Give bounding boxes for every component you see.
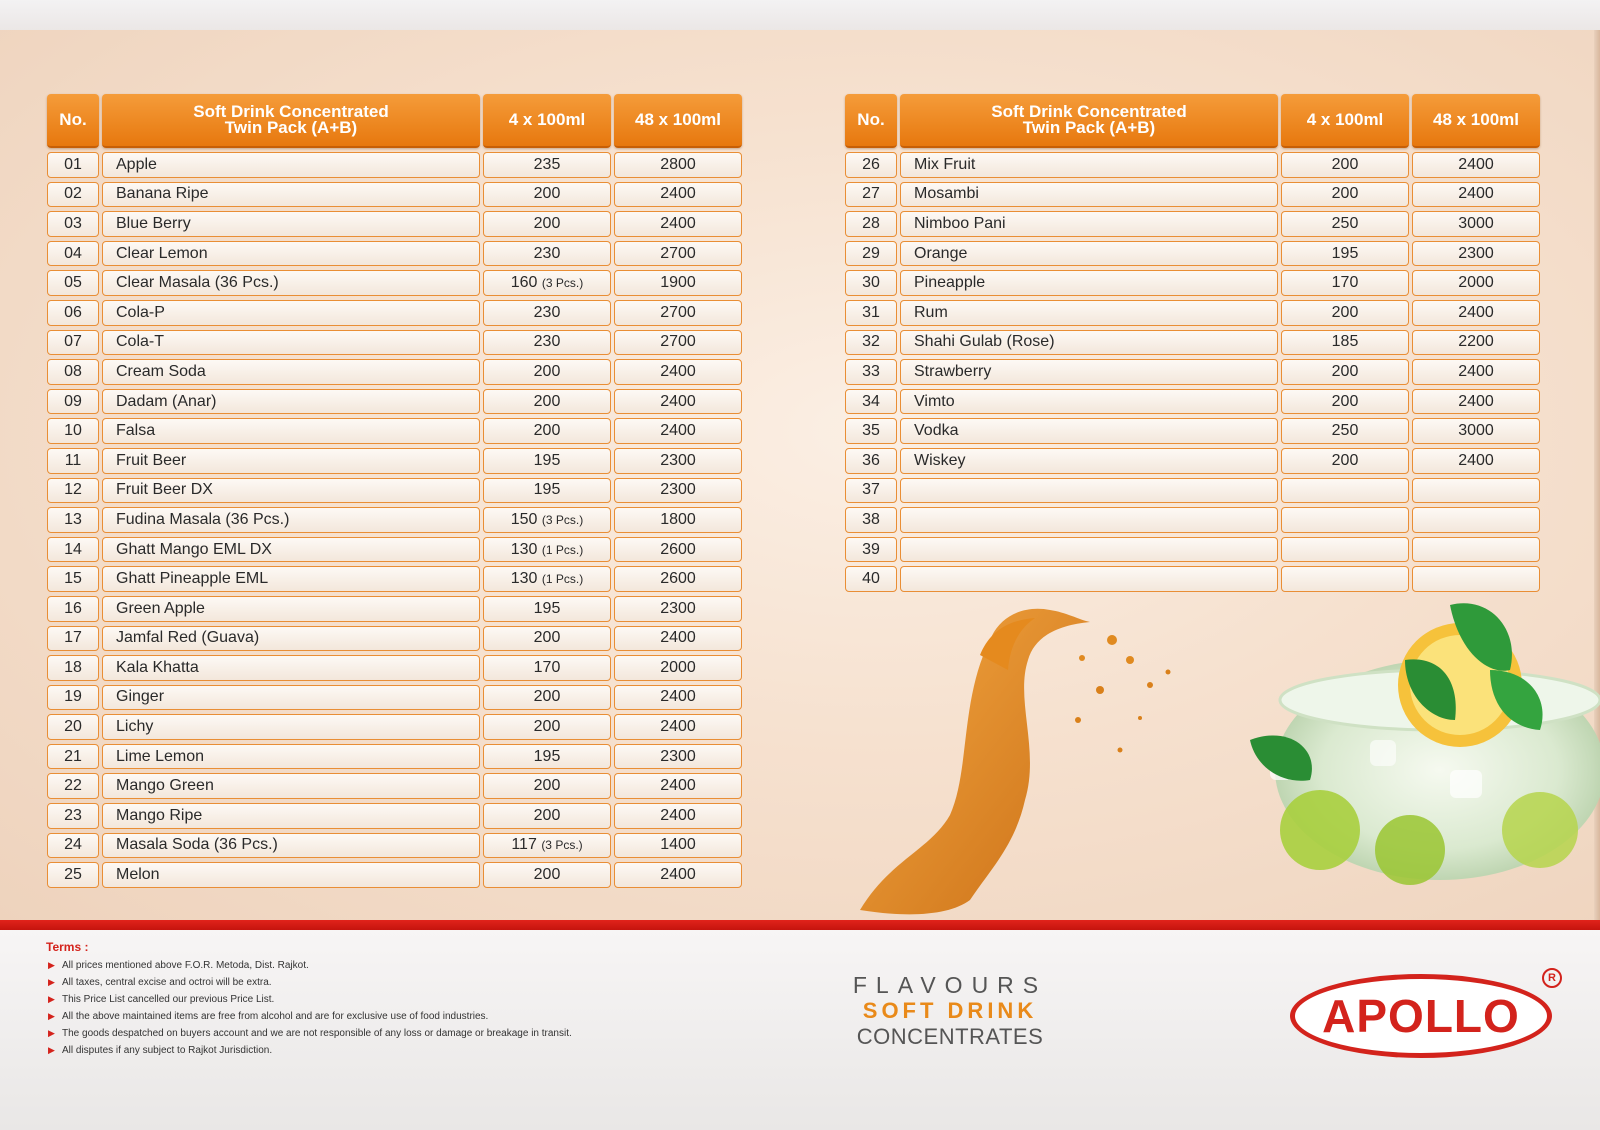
cell-product-name: Orange [900,241,1278,267]
cell-price-48x100ml: 2400 [614,389,742,415]
cell-price-4x100ml [483,596,611,622]
tagline-soft-drink: SOFT DRINK [862,998,1038,1023]
triangle-bullet-icon: ▶ [48,1045,55,1055]
cell-price-48x100ml: 2400 [1412,389,1540,415]
cell-price-4x100ml [483,418,611,444]
terms-list [46,957,686,1059]
header-48x100ml: 48 x 100ml [1412,94,1540,148]
table-row [47,359,742,385]
table-row [47,300,742,326]
cell-price-4x100ml [483,389,611,415]
logo-text: APOLLO [1322,990,1520,1042]
cell-price-48x100ml: 2400 [614,211,742,237]
price-value: 200 [533,185,561,203]
price-value: 200 [533,392,561,410]
cell-product-name: Rum [900,300,1278,326]
cell-price-48x100ml: 2300 [614,448,742,474]
table-row [47,833,742,859]
cell-product-name [900,478,1278,504]
cell-product-name [900,566,1278,592]
cell-no: 12 [47,478,99,504]
triangle-bullet-icon: ▶ [48,960,55,970]
cell-price-48x100ml: 2400 [614,773,742,799]
terms-item-text: All taxes, central excise and octroi will be extra. [62,977,272,988]
registered-mark-icon: R [1542,968,1562,988]
price-value: 195 [533,599,561,617]
table-row [47,418,742,444]
cell-price-48x100ml: 2400 [1412,152,1540,178]
cell-price-4x100ml [483,862,611,888]
cell-product-name: Mango Green [102,773,480,799]
cell-product-name: Dadam (Anar) [102,389,480,415]
cell-price-4x100ml [483,448,611,474]
cell-no: 04 [47,241,99,267]
terms-item-text: This Price List cancelled our previous Price List. [62,994,275,1005]
terms-item-text: All disputes if any subject to Rajkot Jurisdiction. [62,1045,273,1056]
cell-price-48x100ml: 2800 [614,152,742,178]
cell-product-name: Shahi Gulab (Rose) [900,330,1278,356]
price-value: 200 [1331,451,1359,469]
cell-price-4x100ml [1281,478,1409,504]
cell-price-48x100ml: 2600 [614,566,742,592]
terms-section [46,940,686,1059]
price-value: 200 [1331,362,1359,380]
table-row [845,270,1540,296]
header-product-line1: Soft Drink Concentrated [991,102,1187,121]
cell-price-4x100ml [1281,389,1409,415]
cell-no: 03 [47,211,99,237]
terms-item [46,1042,686,1059]
price-value: 200 [1331,392,1359,410]
table-row [845,418,1540,444]
table-header-row [47,94,742,148]
cell-no: 34 [845,389,897,415]
cell-no: 36 [845,448,897,474]
price-value: 235 [533,155,561,173]
cell-product-name: Fruit Beer DX [102,478,480,504]
cell-price-48x100ml: 2000 [1412,270,1540,296]
cell-price-4x100ml [483,211,611,237]
cell-product-name: Strawberry [900,359,1278,385]
header-no: No. [845,94,897,148]
terms-item [46,991,686,1008]
cell-product-name: Melon [102,862,480,888]
tagline-flavours: FLAVOURS [852,972,1048,998]
cell-no: 26 [845,152,897,178]
cell-product-name: Fruit Beer [102,448,480,474]
cell-price-4x100ml [1281,152,1409,178]
cell-price-4x100ml [483,626,611,652]
price-value: 200 [533,629,561,647]
cell-price-48x100ml: 2400 [614,862,742,888]
table-row [47,803,742,829]
cell-no: 09 [47,389,99,415]
cell-price-4x100ml [483,566,611,592]
cell-price-4x100ml [483,685,611,711]
price-value: 200 [533,806,561,824]
table-row [47,182,742,208]
cell-price-48x100ml: 2400 [614,359,742,385]
cell-price-48x100ml: 2200 [1412,330,1540,356]
price-value: 200 [533,422,561,440]
cell-no: 07 [47,330,99,356]
price-value: 250 [1331,422,1359,440]
table-row [47,773,742,799]
table-row [47,655,742,681]
cell-no: 33 [845,359,897,385]
cell-product-name: Wiskey [900,448,1278,474]
cell-price-4x100ml [1281,270,1409,296]
price-value: 250 [1331,214,1359,232]
cell-price-4x100ml [1281,211,1409,237]
price-value: 170 [1331,274,1359,292]
pieces-note: (3 Pcs.) [541,512,584,527]
cell-price-4x100ml [483,803,611,829]
cell-no: 01 [47,152,99,178]
tagline [850,972,1050,1050]
header-product [102,94,480,148]
cell-price-48x100ml: 2400 [614,803,742,829]
cell-product-name: Banana Ripe [102,182,480,208]
price-value: 195 [533,747,561,765]
price-value: 195 [533,481,561,499]
cell-product-name: Mix Fruit [900,152,1278,178]
table-row [845,152,1540,178]
cell-price-48x100ml: 2300 [614,478,742,504]
cell-price-4x100ml [483,744,611,770]
header-no: No. [47,94,99,148]
cell-product-name: Ghatt Pineapple EML [102,566,480,592]
pieces-note: (3 Pcs.) [541,838,583,853]
cell-price-48x100ml: 1900 [614,270,742,296]
terms-item [46,1008,686,1025]
cell-no: 11 [47,448,99,474]
cell-no: 25 [47,862,99,888]
cell-no: 39 [845,537,897,563]
table-row [47,862,742,888]
price-value: 130 [510,570,538,588]
table-row [47,566,742,592]
cell-product-name [900,507,1278,533]
table-row [845,448,1540,474]
table-row [47,596,742,622]
cell-price-48x100ml: 1800 [614,507,742,533]
price-value: 185 [1331,333,1359,351]
cell-price-4x100ml [483,270,611,296]
cell-price-4x100ml [483,507,611,533]
price-value: 200 [533,777,561,795]
price-value: 200 [533,866,561,884]
cell-no: 40 [845,566,897,592]
table-row [47,714,742,740]
red-divider [0,920,1600,930]
cell-no: 15 [47,566,99,592]
cell-price-48x100ml: 2400 [1412,182,1540,208]
cell-no: 29 [845,241,897,267]
cell-no: 24 [47,833,99,859]
terms-title: Terms : [46,940,89,954]
cell-no: 23 [47,803,99,829]
cell-price-48x100ml: 2400 [614,182,742,208]
cell-price-4x100ml [483,241,611,267]
triangle-bullet-icon: ▶ [48,1011,55,1021]
cell-no: 17 [47,626,99,652]
cell-price-48x100ml: 2700 [614,300,742,326]
cell-price-4x100ml [483,655,611,681]
table-row [845,478,1540,504]
cell-price-48x100ml: 2400 [1412,359,1540,385]
header-product-line1: Soft Drink Concentrated [193,102,389,121]
drink-splash-illustration [850,600,1600,920]
price-value: 200 [533,688,561,706]
terms-item [46,1025,686,1042]
table-row [47,389,742,415]
cell-product-name: Lime Lemon [102,744,480,770]
triangle-bullet-icon: ▶ [48,1028,55,1038]
price-table-left [44,90,745,892]
cell-product-name: Kala Khatta [102,655,480,681]
price-value: 200 [1331,155,1359,173]
cell-product-name: Masala Soda (36 Pcs.) [102,833,480,859]
cell-no: 05 [47,270,99,296]
cell-price-4x100ml [483,300,611,326]
price-value: 230 [533,303,561,321]
price-value: 130 [510,540,538,558]
cell-price-4x100ml [483,330,611,356]
cell-no: 10 [47,418,99,444]
cell-product-name: Mango Ripe [102,803,480,829]
cell-price-48x100ml: 3000 [1412,211,1540,237]
cell-price-4x100ml [1281,507,1409,533]
terms-item [46,957,686,974]
cell-no: 27 [845,182,897,208]
cell-price-4x100ml [483,478,611,504]
table-row [47,744,742,770]
table-row [845,507,1540,533]
cell-product-name [900,537,1278,563]
triangle-bullet-icon: ▶ [48,977,55,987]
price-value: 200 [533,362,561,380]
cell-price-4x100ml [1281,566,1409,592]
apollo-logo [1286,968,1562,1060]
cell-no: 06 [47,300,99,326]
cell-no: 32 [845,330,897,356]
cell-product-name: Fudina Masala (36 Pcs.) [102,507,480,533]
table-header-row [845,94,1540,148]
cell-no: 28 [845,211,897,237]
table-row [845,389,1540,415]
cell-product-name: Mosambi [900,182,1278,208]
header-48x100ml: 48 x 100ml [614,94,742,148]
cell-price-4x100ml [1281,182,1409,208]
table-row [47,241,742,267]
table-row [47,685,742,711]
cell-price-4x100ml [1281,448,1409,474]
cell-price-4x100ml [1281,241,1409,267]
price-value: 230 [533,244,561,262]
table-row [845,359,1540,385]
cell-price-48x100ml: 2400 [614,418,742,444]
header-4x100ml: 4 x 100ml [483,94,611,148]
table-row [845,241,1540,267]
pieces-note: (1 Pcs.) [541,572,584,587]
cell-no: 13 [47,507,99,533]
pieces-note: (1 Pcs.) [541,542,584,557]
juice-splash [860,609,1171,915]
cell-no: 37 [845,478,897,504]
price-value: 117 [511,836,537,854]
header-product-line2: Twin Pack (A+B) [224,118,358,137]
cell-price-48x100ml: 2700 [614,330,742,356]
table-row [47,211,742,237]
table-row [845,330,1540,356]
cell-price-48x100ml: 2300 [1412,241,1540,267]
cell-price-48x100ml: 2600 [614,537,742,563]
price-value: 200 [533,214,561,232]
cell-price-4x100ml [1281,418,1409,444]
price-value: 230 [533,333,561,351]
price-value: 200 [1331,185,1359,203]
cell-product-name: Cola-P [102,300,480,326]
price-table-right [842,90,1543,596]
table-row [47,478,742,504]
cell-price-48x100ml: 2400 [614,685,742,711]
top-band [0,0,1600,30]
cell-no: 30 [845,270,897,296]
cell-no: 21 [47,744,99,770]
cell-price-48x100ml: 3000 [1412,418,1540,444]
terms-item [46,974,686,991]
cell-no: 22 [47,773,99,799]
cell-no: 35 [845,418,897,444]
cell-product-name: Cream Soda [102,359,480,385]
table-row [845,182,1540,208]
triangle-bullet-icon: ▶ [48,994,55,1004]
cell-no: 14 [47,537,99,563]
cell-no: 19 [47,685,99,711]
price-value: 200 [1331,303,1359,321]
table-row [47,330,742,356]
cell-price-4x100ml [483,537,611,563]
table-body-right [845,152,1540,592]
cell-price-4x100ml [483,152,611,178]
cell-no: 20 [47,714,99,740]
cell-product-name: Nimboo Pani [900,211,1278,237]
cell-price-4x100ml [1281,359,1409,385]
cell-product-name: Clear Masala (36 Pcs.) [102,270,480,296]
cell-price-48x100ml: 2700 [614,241,742,267]
table-row [845,211,1540,237]
price-value: 150 [510,510,538,528]
price-value: 160 [510,274,538,292]
cell-price-48x100ml [1412,537,1540,563]
cell-product-name: Ghatt Mango EML DX [102,537,480,563]
cell-price-48x100ml: 2300 [614,596,742,622]
cell-no: 08 [47,359,99,385]
cell-price-48x100ml [1412,507,1540,533]
header-product [900,94,1278,148]
terms-item-text: The goods despatched on buyers account and we are not responsible of any loss or damage or breakage in transit. [62,1028,572,1039]
cell-price-4x100ml [483,714,611,740]
table-row [845,537,1540,563]
cell-price-48x100ml: 2400 [1412,448,1540,474]
cell-product-name: Pineapple [900,270,1278,296]
cell-price-48x100ml: 2400 [614,626,742,652]
cell-product-name: Falsa [102,418,480,444]
cell-product-name: Ginger [102,685,480,711]
table-row [47,152,742,178]
cell-no: 16 [47,596,99,622]
cell-price-4x100ml [1281,537,1409,563]
cell-no: 02 [47,182,99,208]
cell-product-name: Blue Berry [102,211,480,237]
cell-product-name: Apple [102,152,480,178]
table-body-left [47,152,742,888]
pieces-note: (3 Pcs.) [541,276,584,291]
price-value: 195 [1331,244,1359,262]
cell-no: 38 [845,507,897,533]
cell-price-4x100ml [483,773,611,799]
cell-product-name: Clear Lemon [102,241,480,267]
price-value: 170 [533,658,561,676]
table-row [845,566,1540,592]
cell-price-48x100ml: 2000 [614,655,742,681]
cell-price-4x100ml [483,359,611,385]
cell-price-4x100ml [483,182,611,208]
tagline-concentrates: CONCENTRATES [856,1024,1044,1049]
cell-product-name: Lichy [102,714,480,740]
cell-price-48x100ml: 2400 [1412,300,1540,326]
cell-price-4x100ml [1281,300,1409,326]
cell-price-48x100ml: 1400 [614,833,742,859]
table-row [47,448,742,474]
table-row [47,626,742,652]
cell-product-name: Vodka [900,418,1278,444]
cell-product-name: Jamfal Red (Guava) [102,626,480,652]
cell-price-48x100ml: 2400 [614,714,742,740]
header-product-line2: Twin Pack (A+B) [1022,118,1156,137]
table-row [47,537,742,563]
terms-item-text: All prices mentioned above F.O.R. Metoda, Dist. Rajkot. [62,960,309,971]
header-4x100ml: 4 x 100ml [1281,94,1409,148]
table-row [845,300,1540,326]
cell-price-48x100ml [1412,566,1540,592]
cell-no: 31 [845,300,897,326]
cell-no: 18 [47,655,99,681]
table-row [47,507,742,533]
cell-product-name: Vimto [900,389,1278,415]
cell-product-name: Cola-T [102,330,480,356]
price-value: 200 [533,718,561,736]
cell-price-48x100ml: 2300 [614,744,742,770]
terms-item-text: All the above maintained items are free from alcohol and are for exclusive use of food industries. [62,1011,489,1022]
cell-price-48x100ml [1412,478,1540,504]
price-value: 195 [533,451,561,469]
cell-price-4x100ml [1281,330,1409,356]
table-row [47,270,742,296]
cell-price-4x100ml [483,833,611,859]
cell-product-name: Green Apple [102,596,480,622]
